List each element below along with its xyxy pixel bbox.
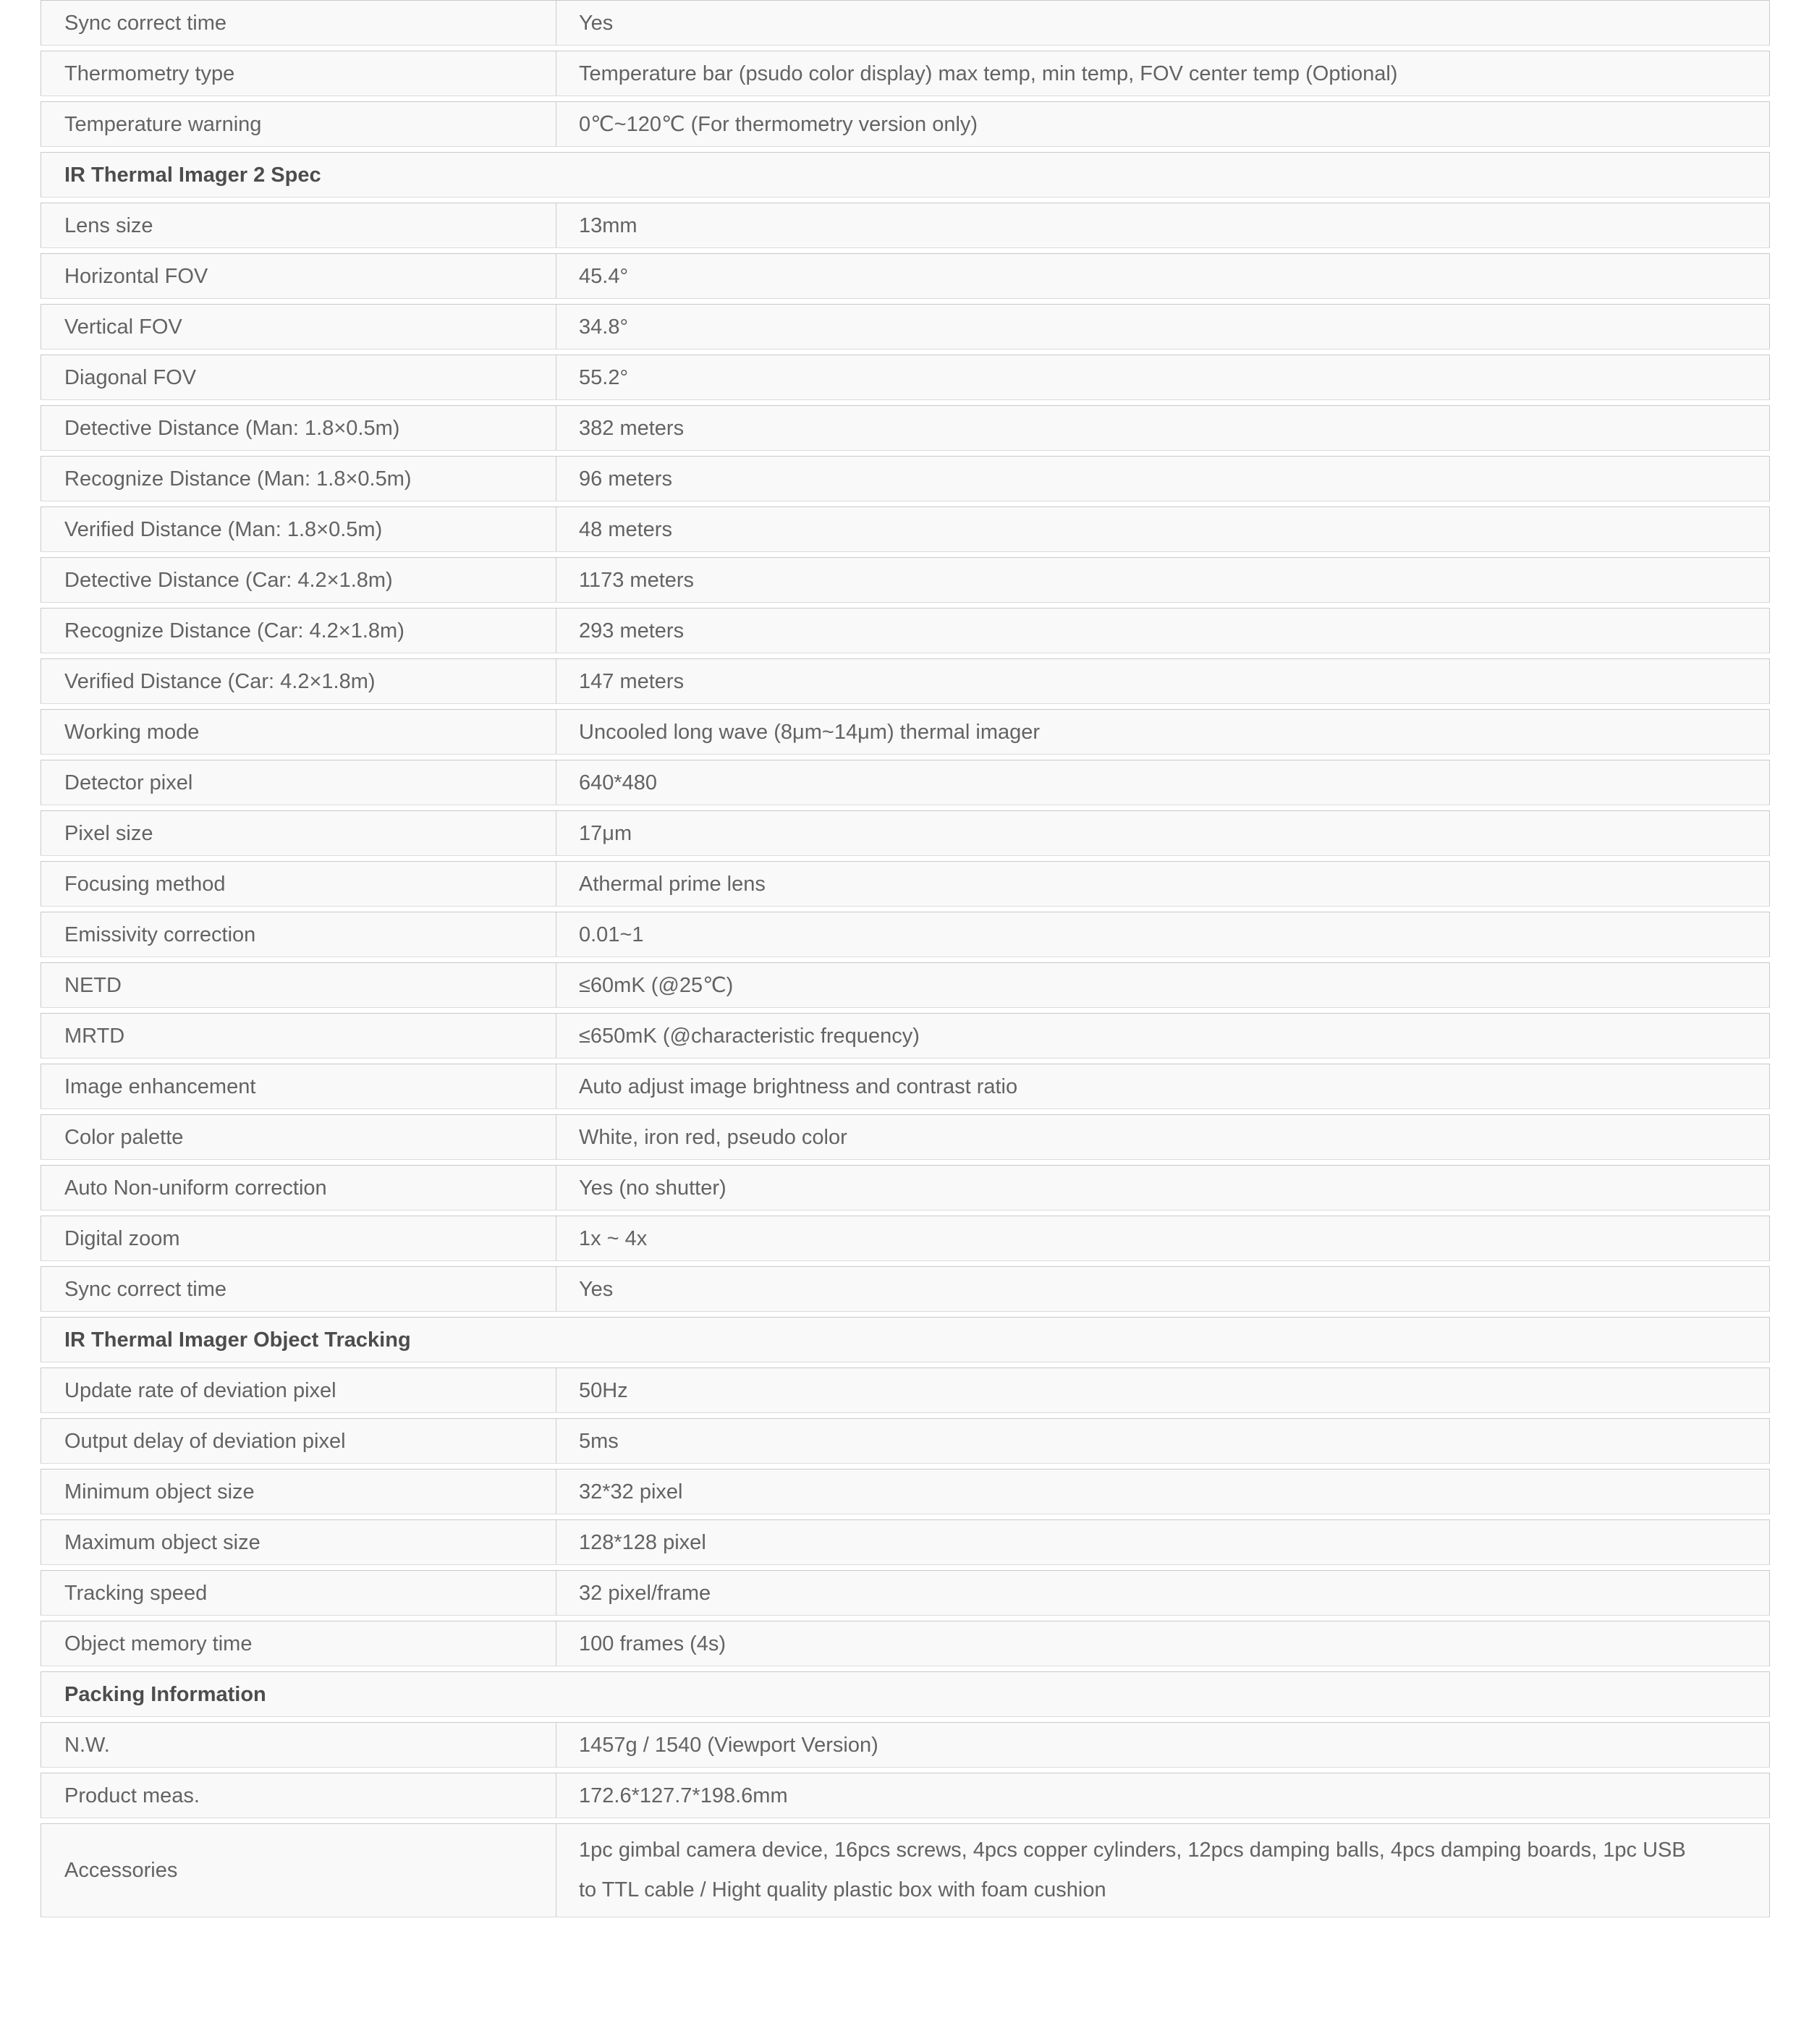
table-row <box>41 1722 1770 1768</box>
section-title: IR Thermal Imager 2 Spec <box>64 163 321 187</box>
spec-value-text: 640*480 <box>579 771 658 794</box>
section-header-row <box>41 152 1770 198</box>
spec-label: Output delay of deviation pixel <box>41 1419 556 1463</box>
spec-value-text: 48 meters <box>579 517 672 541</box>
spec-label: Digital zoom <box>41 1216 556 1260</box>
spec-label: Detective Distance (Man: 1.8×0.5m) <box>41 406 556 450</box>
spec-value-text: 17μm <box>579 821 632 845</box>
spec-value <box>556 558 1769 602</box>
spec-value <box>556 659 1769 703</box>
spec-value <box>556 457 1769 501</box>
spec-label: Vertical FOV <box>41 305 556 349</box>
table-row <box>41 506 1770 552</box>
table-row <box>41 355 1770 400</box>
spec-value <box>556 608 1769 653</box>
table-row <box>41 1519 1770 1565</box>
spec-value-text: 1x ~ 4x <box>579 1226 648 1250</box>
table-row <box>41 1621 1770 1666</box>
table-row <box>41 1064 1770 1109</box>
table-row <box>41 709 1770 755</box>
spec-value-text: Yes (no shutter) <box>579 1176 726 1200</box>
table-row <box>41 1114 1770 1160</box>
spec-label: Pixel size <box>41 811 556 855</box>
spec-value-text: 0.01~1 <box>579 923 644 946</box>
section-title: Packing Information <box>64 1682 266 1706</box>
spec-value-text: Uncooled long wave (8μm~14μm) thermal imager <box>579 720 1041 744</box>
spec-label: Lens size <box>41 203 556 247</box>
section-header-row <box>41 1317 1770 1362</box>
spec-value-text: 32 pixel/frame <box>579 1581 711 1605</box>
spec-value <box>556 203 1769 247</box>
spec-value <box>556 51 1769 96</box>
spec-label: Maximum object size <box>41 1520 556 1564</box>
spec-value <box>556 406 1769 450</box>
spec-value <box>556 912 1769 957</box>
spec-value-text: Auto adjust image brightness and contrast ratio <box>579 1074 1018 1098</box>
spec-value <box>556 862 1769 906</box>
table-row <box>41 203 1770 248</box>
spec-label: Sync correct time <box>41 1 556 45</box>
spec-value-text: ≤650mK (@characteristic frequency) <box>579 1024 920 1048</box>
table-row <box>41 51 1770 96</box>
spec-value-text: 128*128 pixel <box>579 1530 706 1554</box>
spec-value <box>556 507 1769 551</box>
table-row <box>41 962 1770 1008</box>
spec-value-text: White, iron red, pseudo color <box>579 1125 847 1149</box>
spec-value <box>556 1216 1769 1260</box>
table-row <box>41 557 1770 603</box>
spec-value-text: 172.6*127.7*198.6mm <box>579 1784 788 1807</box>
spec-value <box>556 811 1769 855</box>
spec-value <box>556 1 1769 45</box>
spec-value-text: 32*32 pixel <box>579 1480 683 1504</box>
spec-value-text: 382 meters <box>579 416 685 440</box>
spec-value <box>556 1520 1769 1564</box>
spec-value <box>556 1014 1769 1058</box>
spec-label: Product meas. <box>41 1773 556 1818</box>
table-row <box>41 760 1770 805</box>
spec-label: Recognize Distance (Man: 1.8×0.5m) <box>41 457 556 501</box>
spec-value <box>556 760 1769 805</box>
spec-value-text: 5ms <box>579 1429 619 1453</box>
spec-label: Minimum object size <box>41 1470 556 1514</box>
table-row <box>41 253 1770 299</box>
spec-label: Working mode <box>41 710 556 754</box>
spec-label: Update rate of deviation pixel <box>41 1368 556 1412</box>
spec-value <box>556 254 1769 298</box>
spec-value <box>556 1571 1769 1615</box>
spec-value-text: 96 meters <box>579 467 672 491</box>
spec-value <box>556 1824 1769 1917</box>
table-row <box>41 1773 1770 1818</box>
spec-value-text: 50Hz <box>579 1378 628 1402</box>
spec-value-text: 147 meters <box>579 669 685 693</box>
spec-label: Verified Distance (Man: 1.8×0.5m) <box>41 507 556 551</box>
spec-label: Color palette <box>41 1115 556 1159</box>
table-row <box>41 101 1770 147</box>
spec-label: Diagonal FOV <box>41 355 556 399</box>
spec-value-text: 55.2° <box>579 365 629 389</box>
section-title: IR Thermal Imager Object Tracking <box>64 1328 411 1352</box>
spec-value <box>556 1368 1769 1412</box>
table-row <box>41 1165 1770 1210</box>
spec-label: Recognize Distance (Car: 4.2×1.8m) <box>41 608 556 653</box>
spec-label: Focusing method <box>41 862 556 906</box>
spec-value-text: 100 frames (4s) <box>579 1632 726 1655</box>
table-row <box>41 861 1770 907</box>
spec-label: Image enhancement <box>41 1064 556 1108</box>
spec-label: Detector pixel <box>41 760 556 805</box>
spec-label: Accessories <box>41 1824 556 1917</box>
table-row <box>41 456 1770 501</box>
spec-value-text: Yes <box>579 1277 614 1301</box>
table-row <box>41 1469 1770 1514</box>
table-row <box>41 1367 1770 1413</box>
spec-value-text: 293 meters <box>579 619 685 643</box>
spec-value-text: 1pc gimbal camera device, 16pcs screws, 4pcs copper cylinders, 12pcs damping balls, 4pcs damping boards, 1pc USB to TTL cable / Hight quality plastic box with foam cushion <box>579 1839 1686 1901</box>
table-row <box>41 1570 1770 1616</box>
spec-label: Thermometry type <box>41 51 556 96</box>
spec-label: Emissivity correction <box>41 912 556 957</box>
spec-value <box>556 1166 1769 1210</box>
spec-value-text: Yes <box>579 11 614 35</box>
spec-label: Object memory time <box>41 1621 556 1666</box>
section-header-row <box>41 1671 1770 1717</box>
spec-value-text: 0℃~120℃ (For thermometry version only) <box>579 112 978 136</box>
spec-label: Detective Distance (Car: 4.2×1.8m) <box>41 558 556 602</box>
table-row <box>41 1216 1770 1261</box>
spec-value <box>556 1115 1769 1159</box>
spec-value-text: 1457g / 1540 (Viewport Version) <box>579 1733 878 1757</box>
table-row <box>41 1823 1770 1917</box>
table-row <box>41 608 1770 653</box>
spec-value <box>556 1621 1769 1666</box>
table-row <box>41 304 1770 349</box>
spec-label: Verified Distance (Car: 4.2×1.8m) <box>41 659 556 703</box>
spec-label: N.W. <box>41 1723 556 1767</box>
spec-value <box>556 963 1769 1007</box>
table-row <box>41 810 1770 856</box>
table-row <box>41 0 1770 46</box>
table-row <box>41 912 1770 957</box>
spec-value <box>556 305 1769 349</box>
spec-label: Tracking speed <box>41 1571 556 1615</box>
spec-value-text: 45.4° <box>579 264 629 288</box>
spec-value <box>556 1267 1769 1311</box>
table-row <box>41 658 1770 704</box>
spec-value-text: 34.8° <box>579 315 629 339</box>
spec-value <box>556 1064 1769 1108</box>
spec-value <box>556 1723 1769 1767</box>
spec-table <box>41 0 1770 1922</box>
table-row <box>41 405 1770 451</box>
spec-value <box>556 1419 1769 1463</box>
table-row <box>41 1266 1770 1312</box>
spec-label: Horizontal FOV <box>41 254 556 298</box>
spec-label: MRTD <box>41 1014 556 1058</box>
spec-label: NETD <box>41 963 556 1007</box>
spec-value <box>556 102 1769 146</box>
spec-value-text: 1173 meters <box>579 568 695 592</box>
spec-value-text: Temperature bar (psudo color display) max temp, min temp, FOV center temp (Optional) <box>579 62 1398 85</box>
spec-value <box>556 1470 1769 1514</box>
spec-label: Auto Non-uniform correction <box>41 1166 556 1210</box>
spec-value <box>556 355 1769 399</box>
spec-value-text: Athermal prime lens <box>579 872 766 896</box>
spec-label: Temperature warning <box>41 102 556 146</box>
spec-value <box>556 1773 1769 1818</box>
spec-value-text: ≤60mK (@25℃) <box>579 973 734 997</box>
spec-value-text: 13mm <box>579 213 637 237</box>
table-row <box>41 1013 1770 1059</box>
spec-value <box>556 710 1769 754</box>
spec-label: Sync correct time <box>41 1267 556 1311</box>
table-row <box>41 1418 1770 1464</box>
